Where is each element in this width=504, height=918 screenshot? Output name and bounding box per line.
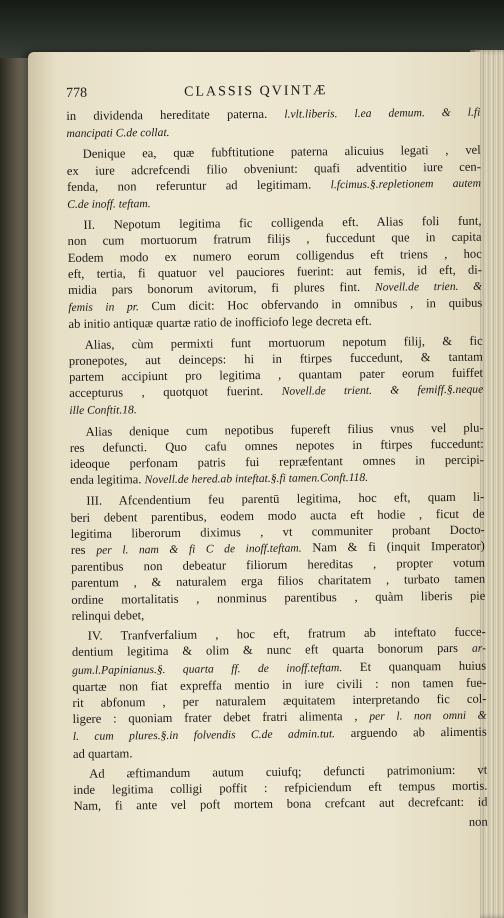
citation: femis in pr. [68,300,152,315]
text-line [70,468,484,490]
text-segment: accepturus , quotquot fuerint. [69,384,282,401]
text-segment: in dividenda hereditate paterna. [66,106,285,123]
text-segment: pronepotes, aut deinceps: hi in ftirpes fuccedunt, & tantam [68,349,483,368]
text-segment: Alias denique cum nepotibus fupereft filius vnus vel plu- [85,420,484,439]
paragraph [67,142,482,213]
text-line [66,121,480,143]
citation: ille Conftit.18. [69,403,137,418]
text-segment: Nam & fi (inquit Imperator) [301,538,485,555]
citation: l.vlt.liberis. l.ea demum. & l.fi [284,105,481,121]
page-header [66,82,480,108]
text-segment: II. Nepotum legitima fic colligenda eft. Alias foli funt, [83,213,482,233]
text-segment: midia pars bonorum avitorum, fi plures fint. [68,279,376,298]
paragraph [73,761,487,814]
text-segment: ideoque perfonam patris fui repræfentant omnes in percipi- [69,452,485,472]
paragraph [69,332,484,419]
scanner-background [0,0,504,60]
citation: Novell.de trient. & femiff.§.neque [281,382,484,399]
text-segment: non cum mortuorum fratrum filijs , fuccedunt que in capita [67,230,482,249]
text-segment: quartæ non fiat expreffa mentio in iure civili : non tamen fue- [72,675,487,694]
text-segment: enda legitima. [70,472,145,488]
text-segment: Cum dicit: Hoc obfervando in omnibus , in quibus [151,295,483,314]
text-segment: parentibus non debeatur filiorum hereditas , propter votum [70,555,486,575]
text-segment: relinqui debet, [71,608,145,623]
page-number: 778 [66,85,88,101]
citation: Novell.de hered.ab inteftat.§.fi tamen.Conft.118. [144,471,369,487]
text-segment: ordine mortalitatis , nonminus parentibus , quàm liberis pie [71,588,486,607]
page-text [66,82,488,835]
text-segment: dentium legitima & olim & nunc eft quarta bonorum pars [71,641,473,660]
text-segment: ab initio antiquæ quartæ ratio de inofficiofo lege decreta eft. [68,314,372,332]
text-line [68,312,482,333]
text-segment: res [70,542,97,558]
text-segment: III. Afcendentium feu parentū legitima, hoc eft, quam li- [86,490,485,509]
text-segment: inde legitima colligi poffit : refpiciendum eft tempus mortis. [73,778,488,797]
text-segment: beri debent parentibus, eodem modo aucta eft hodie , ficut de [70,506,485,525]
text-segment: Ad æftimandum autum cuiufq; defuncti patrimonium: vt [89,762,488,781]
text-segment: res defuncti. Quo cafu omnes nepotes in ftirpes fuccedunt: [69,436,484,455]
text-segment: ad quartam. [72,745,133,761]
catchword: non [468,814,488,830]
text-line [69,398,483,420]
text-segment: Denique ea, quæ fubftitutione paterna alicuius legati , vel [82,143,481,162]
citation: mancipati C.de collat. [66,126,170,141]
text-segment: rit abfonum , per naturalem æquitatem interpretando fic col- [72,691,487,710]
text-segment: eft, tertia, fi quatuor vel pauciores fuerint: aut femis, id eft, di- [67,262,483,281]
citation: ar- [471,641,486,656]
text-segment: parentum , & naturalem erga filios charitatem , turbato tamen [71,572,486,591]
text-segment: Alias, cùm permixti funt mortuorum nepotum filij, & fic [84,333,483,352]
citation: Novell.de trien. & [374,279,483,294]
text-segment: legitima liberorum diximus , vt communiter probant Docto- [70,522,485,541]
paragraph [66,104,480,143]
text-segment: Nam, fi ante vel poft mortem bona crefcant aut decrefcant: id [73,794,488,814]
paragraph [67,213,482,333]
text-segment: IV. Tranfverfalium , hoc eft, fratrum ab inteftato fucce- [87,624,486,643]
text-line [71,604,485,625]
running-title: CLASSIS QVINTÆ [183,83,328,100]
citation: l. cum plures.§.in folvendis C.de admin.tut. [72,727,336,744]
text-line [73,794,487,815]
body-text [66,104,487,815]
paragraph [70,489,485,624]
text-segment: ligere : quoniam frater debet fratri alimenta , [72,708,370,727]
citation: l.fcimus.§.repletionem autem [330,176,482,192]
text-segment: arguendo ab alimentis [334,724,487,741]
citation: gum.l.Papinianus.§. quarta ff. de inoff.teftam. [72,660,343,677]
text-line [67,192,481,214]
paragraph [72,624,487,762]
text-segment: Eodem modo ex numero eorum colligendus eft triens , hoc [67,246,482,265]
citation: per l. nam & fi C de inoff.teftam. [96,541,302,557]
text-segment: Et quanquam huius [342,658,487,674]
citation: per l. non omni & [369,708,487,723]
citation: C.de inoff. teftam. [67,197,151,212]
text-segment: ex iure adcrefcendi filio obveniunt: quafi adventitio iure cen- [66,159,481,178]
paragraph [70,419,485,489]
text-segment: partem accipiunt pro legitima , quantam pater eorum fuiffet [68,365,484,385]
text-segment: fenda, non referuntur ad legitimam. [66,177,331,194]
